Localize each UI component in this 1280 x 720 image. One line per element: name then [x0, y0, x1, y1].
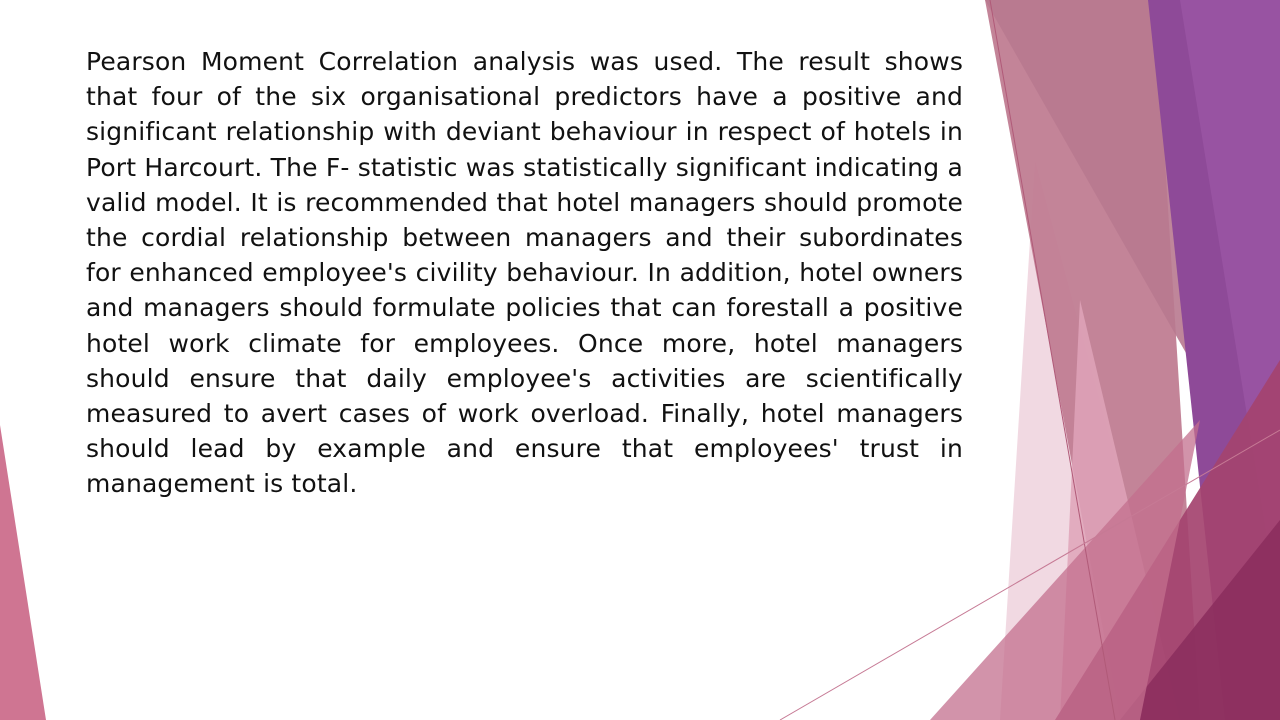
body-paragraph: Pearson Moment Correlation analysis was used. The result shows that four of the six organisational predictors have a positive and significant relationship with deviant behaviour in respect of hotels in Port Harcourt. The F- statistic was statistically significant indicating a valid model. It is recommended that hotel managers should promote the cordial relationship between managers and their subordinates for enhanced employee's civility behaviour. In addition, hotel owners and managers should formulate policies that can forestall a positive hotel work climate for employees. Once more, hotel managers should ensure that daily employee's activities are scientifically measured to avert cases of work overload. Finally, hotel managers should lead by example and ensure that employees' trust in management is total. [86, 47, 963, 499]
left-pink-sliver [0, 425, 46, 720]
